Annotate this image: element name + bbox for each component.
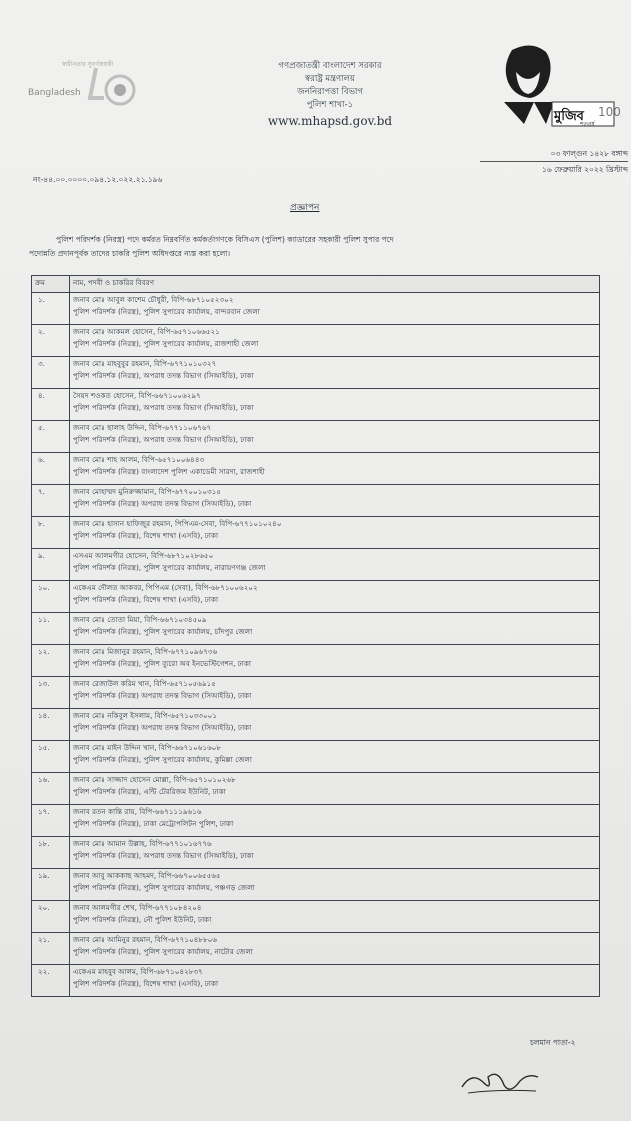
officer-name-line: জনাব আলমগীর শেখ, বিপি-৬৭৭১০৮৪২০৪ [73, 903, 202, 912]
table-row [32, 549, 600, 581]
officer-name-line: জনাব রতন কান্তি রায়, বিপি-৬৬৭১১১৯৬১৬ [73, 807, 202, 816]
table-row [32, 357, 600, 389]
row-details [70, 677, 600, 709]
date-block [478, 146, 628, 177]
row-details [70, 421, 600, 453]
row-serial: ১১. [32, 613, 70, 645]
row-details [70, 549, 600, 581]
continued-page-note: চলমান পাতা-২ [530, 1038, 576, 1047]
officer-name-line: জনাব মোঃ হাসান হাফিজুর রহমান, পিপিএম-সেবা, বিপি-৬৭৭১০১০২৪০ [73, 519, 282, 528]
row-details [70, 645, 600, 677]
officers-table [31, 275, 600, 997]
table-row [32, 485, 600, 517]
row-details [70, 741, 600, 773]
row-serial: ১৬. [32, 773, 70, 805]
officer-name-line: জনাব মোঃ তোতা মিয়া, বিপি-৬৬৭১০৩৪৫০৯ [73, 615, 207, 624]
officer-name-line: সৈয়দ শওকত হোসেন, বিপি-৬৬৭১০০৬২৯৭ [73, 391, 201, 400]
officer-posting-line: পুলিশ পরিদর্শক (নিরস্ত্র), ঢাকা মেট্রোপলিটন পুলিশ, ঢাকা [73, 819, 234, 828]
officer-name-line: জনাব মোঃ সাজ্জাদ হোসেন মোল্লা, বিপি-৬৫৭১০১০২৬৮ [73, 775, 236, 784]
officer-posting-line: পুলিশ পরিদর্শক (নিরস্ত্র), অপরাধ তদন্ত বিভাগ (সিআইডি), ঢাকা [73, 435, 254, 444]
row-serial: ২২. [32, 965, 70, 997]
row-serial: ১৭. [32, 805, 70, 837]
officer-posting-line: পুলিশ পরিদর্শক (নিরস্ত্র), পুলিশ সুপারের কার্যালয়, রাজশাহী জেলা [73, 339, 259, 348]
row-serial: ১৮. [32, 837, 70, 869]
officer-name-line: জনাব মোঃ আমিনুর রহমান, বিপি-৬৭৭১০৪৮৮০৬ [73, 935, 218, 944]
row-details [70, 773, 600, 805]
table-row [32, 389, 600, 421]
table-row [32, 645, 600, 677]
officer-name-line: জনাব মোঃ মাইন উদ্দিন খান, বিপি-৬৬৭১০৬১৬০৮ [73, 743, 222, 752]
officer-name-line: জনাব মোঃ নকিবুল ইসলাম, বিপি-৬৫৭১০৩৩০০১ [73, 711, 217, 720]
officer-posting-line: পুলিশ পরিদর্শক (নিরস্ত্র) অপরাধ তদন্ত বিভাগ (সিআইডি), ঢাকা [73, 691, 252, 700]
row-details [70, 901, 600, 933]
portrait-emblem-icon [494, 42, 622, 130]
row-details [70, 965, 600, 997]
row-serial: ৯. [32, 549, 70, 581]
table-row [32, 837, 600, 869]
officer-name-line: জনাব মোঃ মাহবুবুর রহমান, বিপি-৬৭৭১০১০৩২৭ [73, 359, 217, 368]
memo-number: নং-৪৪.০০.০০০০.০৯৪.১২.০২২.২১.১৯৬ [33, 175, 163, 184]
table-row [32, 677, 600, 709]
row-details [70, 709, 600, 741]
table-row [32, 453, 600, 485]
officer-posting-line: পুলিশ পরিদর্শক (নিরস্ত্র), অপরাধ তদন্ত বিভাগ (সিআইডি), ঢাকা [73, 851, 254, 860]
row-serial: ৮. [32, 517, 70, 549]
row-details [70, 357, 600, 389]
officer-name-line: জনাব মোঃ আকমল হোসেন, বিপি-৬৫৭১০৬৬৫২১ [73, 327, 220, 336]
officer-posting-line: পুলিশ পরিদর্শক (নিরস্ত্র), বিশেষ শাখা (এসবি), ঢাকা [73, 595, 219, 604]
ministry-name: স্বরাষ্ট্র মন্ত্রণালয় [305, 74, 355, 84]
officer-name-line: জনাব মোঃ মিজানুর রহমান, বিপি-৬৭৭১০৯৬৭৩৬ [73, 647, 218, 656]
table-row [32, 293, 600, 325]
row-details [70, 293, 600, 325]
table-row [32, 965, 600, 997]
officer-name-line: জনাব মোঃ ছালাহ উদ্দিন, বিপি-৬৭৭১১০৬৭৬৭ [73, 423, 212, 432]
officer-posting-line: পুলিশ পরিদর্শক (নিরস্ত্র) অপরাধ তদন্ত বিভাগ (সিআইডি), ঢাকা [73, 723, 252, 732]
row-details [70, 933, 600, 965]
table-row [32, 613, 600, 645]
intro-line-1: পুলিশ পরিদর্শক (নিরস্ত্র) পদে কর্মরত নিম্নবর্ণিত কর্মকর্তাগণকে বিসিএস (পুলিশ) ক্যাডারের সহকারী পুলিশ সুপার পদে [56, 235, 394, 244]
notification-title: প্রজ্ঞাপন [290, 203, 320, 213]
row-serial: ১৯. [32, 869, 70, 901]
mujib-centenary-logo [494, 42, 622, 130]
row-details [70, 581, 600, 613]
row-serial: ৭. [32, 485, 70, 517]
table-row [32, 933, 600, 965]
date-bangla: ০৩ ফাল্গুন ১৪২৮ বঙ্গাব্দ [550, 149, 628, 158]
row-details [70, 837, 600, 869]
officer-posting-line: পুলিশ পরিদর্শক (নিরস্ত্র), পুলিশ সুপারের কার্যালয়, চাঁদপুর জেলা [73, 627, 253, 636]
officer-name-line: জনাব মোহাম্মদ মুনিরুজ্জামান, বিপি-৬৭৭০০১০৩১৫ [73, 487, 222, 496]
branch-name: পুলিশ শাখা-১ [306, 100, 354, 110]
officer-posting-line: পুলিশ পরিদর্শক (নিরস্ত্র), পুলিশ ব্যুরো অব ইনভেস্টিগেশন, ঢাকা [73, 659, 251, 668]
officer-posting-line: পুলিশ পরিদর্শক (নিরস্ত্র) বাংলাদেশ পুলিশ একাডেমী সারদা, রাজশাহী [73, 467, 265, 476]
intro-line-2: পদোন্নতি প্রদানপূর্বক তাদের চাকরি পুলিশ অধিদপ্তরে ন্যস্ত করা হলো। [29, 249, 231, 258]
officer-posting-line: পুলিশ পরিদর্শক (নিরস্ত্র), পুলিশ সুপারের কার্যালয়, নাটোর জেলা [73, 947, 253, 956]
officer-name-line: জনাব রেজাউল করিম খান, বিপি-৬৫৭১০৫৬৯১৫ [73, 679, 216, 688]
signature-icon [458, 1065, 542, 1097]
row-details [70, 325, 600, 357]
row-serial: ৪. [32, 389, 70, 421]
row-details [70, 389, 600, 421]
table-row [32, 901, 600, 933]
govt-name: গণপ্রজাতন্ত্রী বাংলাদেশ সরকার [278, 61, 382, 71]
row-serial: ৩. [32, 357, 70, 389]
officer-posting-line: পুলিশ পরিদর্শক (নিরস্ত্র), বিশেষ শাখা (এসবি), ঢাকা [73, 531, 219, 540]
officer-posting-line: পুলিশ পরিদর্শক (নিরস্ত্র) অপরাধ তদন্ত বিভাগ (সিআইডি), ঢাকা [73, 499, 252, 508]
officer-name-line: জনাব মোঃ আমান উল্লাহ, বিপি-৬৭৭১০১৬৭৭৬ [73, 839, 212, 848]
table-row [32, 741, 600, 773]
jubilee-country-label: Bangladesh [28, 88, 81, 98]
officer-name-line: জনাব মোঃ আবুল কাশেম চৌধুরী, বিপি-৬৮৭১০৫২৩০২ [73, 295, 234, 304]
table-row [32, 869, 600, 901]
table-row [32, 805, 600, 837]
date-gregorian: ১৬ ফেব্রুয়ারি ২০২২ খ্রিস্টাব্দ [542, 165, 628, 174]
officer-posting-line: পুলিশ পরিদর্শক (নিরস্ত্র), পুলিশ সুপারের কার্যালয়, নারায়ণগঞ্জ জেলা [73, 563, 266, 572]
row-details [70, 869, 600, 901]
row-details [70, 613, 600, 645]
officer-posting-line: পুলিশ পরিদর্শক (নিরস্ত্র), অপরাধ তদন্ত বিভাগ (সিআইডি), ঢাকা [73, 371, 254, 380]
notification-body [29, 233, 621, 261]
officer-posting-line: পুলিশ পরিদর্শক (নিরস্ত্র), পুলিশ সুপারের কার্যালয়, পঞ্চগড় জেলা [73, 883, 255, 892]
row-serial: ১০. [32, 581, 70, 613]
table-row [32, 581, 600, 613]
centenary-caption: শতবর্ষ [580, 121, 595, 128]
officer-posting-line: পুলিশ পরিদর্শক (নিরস্ত্র), এন্টি টেররিজম ইউনিট, ঢাকা [73, 787, 226, 796]
jubilee-caption: স্বাধীনতার সুবর্ণজয়ন্তী [62, 61, 114, 68]
officer-posting-line: পুলিশ পরিদর্শক (নিরস্ত্র), অপরাধ তদন্ত বিভাগ (সিআইডি), ঢাকা [73, 403, 254, 412]
officer-posting-line: পুলিশ পরিদর্শক (নিরস্ত্র), নৌ পুলিশ ইউনিট, ঢাকা [73, 915, 212, 924]
officers-table-body [32, 293, 600, 997]
row-serial: ১৪. [32, 709, 70, 741]
table-row [32, 325, 600, 357]
row-serial: ১৩. [32, 677, 70, 709]
row-serial: ৫. [32, 421, 70, 453]
row-details [70, 805, 600, 837]
table-row [32, 421, 600, 453]
row-serial: ২১. [32, 933, 70, 965]
header-serial: ক্রম [32, 276, 70, 293]
header-details: নাম, পদবী ও চাকরির বিবরণ [70, 276, 600, 293]
row-serial: ১৫. [32, 741, 70, 773]
row-serial: ১. [32, 293, 70, 325]
centenary-number: 100 [598, 105, 621, 119]
officer-posting-line: পুলিশ পরিদর্শক (নিরস্ত্র), পুলিশ সুপারের কার্যালয়, কুমিল্লা জেলা [73, 755, 252, 764]
row-details [70, 517, 600, 549]
officer-name-line: জনাব আবু আককাছ আহমদ, বিপি-৬৬৭০০৬৫৫৬৫ [73, 871, 221, 880]
table-row [32, 773, 600, 805]
row-serial: ২০. [32, 901, 70, 933]
officer-name-line: এসএম আলমগীর হোসেন, বিপি-৬৮৭১০২৮৬৫০ [73, 551, 214, 560]
officer-name-line: একেএম মাহবুব আলম, বিপি-৬৮৭১০৪২৮৩৭ [73, 967, 203, 976]
row-serial: ১২. [32, 645, 70, 677]
table-row [32, 709, 600, 741]
row-serial: ২. [32, 325, 70, 357]
officer-name-line: একেএম দৌলত আকবর, পিপিএম (সেবা), বিপি-৬৮৭১০০৬২০২ [73, 583, 258, 592]
table-row [32, 517, 600, 549]
officer-posting-line: পুলিশ পরিদর্শক (নিরস্ত্র), বিশেষ শাখা (এসবি), ঢাকা [73, 979, 219, 988]
officer-name-line: জনাব মোঃ শাহ আলম, বিপি-৬৫৭১০০৬৪৪৩ [73, 455, 205, 464]
row-details [70, 485, 600, 517]
mujib-wordmark: মুজিব [554, 109, 584, 124]
division-name: জননিরাপত্তা বিভাগ [297, 87, 363, 97]
table-header-row [32, 276, 600, 293]
row-serial: ৬. [32, 453, 70, 485]
row-details [70, 453, 600, 485]
letterhead [250, 60, 410, 128]
website-url: www.mhapsd.gov.bd [267, 114, 393, 128]
officer-posting-line: পুলিশ পরিদর্শক (নিরস্ত্র), পুলিশ সুপারের কার্যালয়, বান্দরবান জেলা [73, 307, 260, 316]
